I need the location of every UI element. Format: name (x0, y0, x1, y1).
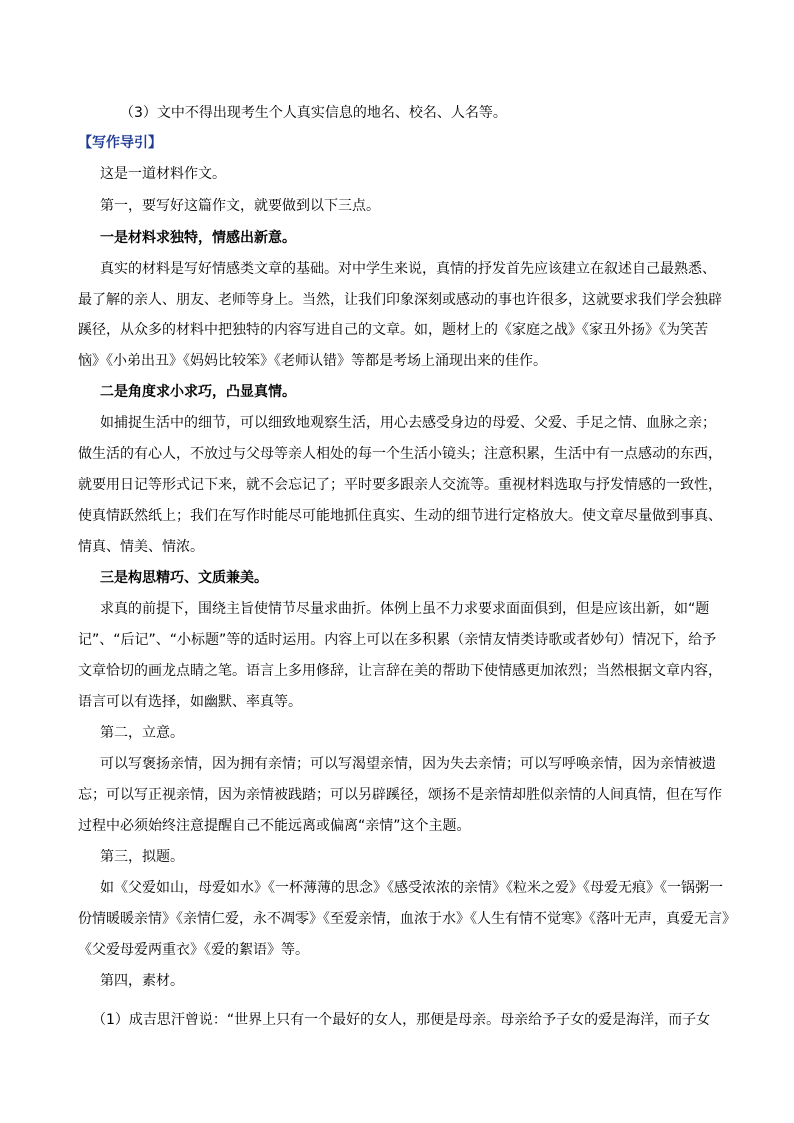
paragraph-line: 做生活的有心人，不放过与父母等亲人相处的每一个生活小镜头；注意积累，生活中有一点感动的东西， (78, 446, 722, 462)
paragraph-line: 这是一道材料作文。 (100, 166, 226, 182)
paragraph-line: 情真、情美、情浓。 (78, 539, 204, 555)
paragraph-line: （1）成吉思汗曾说：“世界上只有一个最好的女人，那便是母亲。母亲给予子女的爱是海洋，而子女 (92, 1012, 711, 1028)
paragraph-line: 使真情跃然纸上；我们在写作时能尽可能地抓住真实、生动的细节进行定格放大。使文章尽量做到事真、 (78, 508, 722, 524)
paragraph-line: 过程中必须始终注意提醒自己不能远离或偏离“亲情”这个主题。 (78, 818, 471, 834)
subheading: 二是角度求小求巧，凸显真情。 (100, 384, 296, 400)
point-heading: 第四，素材。 (100, 973, 184, 989)
paragraph-line: 《父爱母爱两重衣》《爱的絮语》等。 (78, 942, 309, 958)
paragraph-line: 如《父爱如山，母爱如水》《一杯薄薄的思念》《感受浓浓的亲情》《粒米之爱》《母爱无痕》《一锅粥一 (100, 880, 723, 896)
paragraph-line: 恼》《小弟出丑》《妈妈比较笨》《老师认错》等都是考场上涌现出来的佳作。 (78, 353, 547, 369)
paragraph-line: 文章恰切的画龙点睛之笔。语言上多用修辞，让言辞在美的帮助下使情感更加浓烈；当然根据文章内容， (78, 663, 722, 679)
paragraph-line: 记”、“后记”、“小标题”等的适时运用。内容上可以在多积累（亲情友情类诗歌或者妙句）情况下，给予 (78, 632, 717, 648)
paragraph-line: 真实的材料是写好情感类文章的基础。对中学生来说，真情的抒发首先应该建立在叙述自己最熟悉、 (100, 261, 716, 277)
paragraph-line: 份情暖暖亲情》《亲情仁爱，永不凋零》《至爱亲情，血浓于水》《人生有情不觉寒》《落叶无声，真爱无言》 (78, 911, 736, 927)
point-heading: 第一，要写好这篇作文，就要做到以下三点。 (100, 198, 380, 214)
paragraph-line: 如捕捉生活中的细节，可以细致地观察生活，用心去感受身边的母爱、父爱、手足之情、血脉之亲； (100, 415, 716, 431)
paragraph-line: 蹊径，从众多的材料中把独特的内容写进自己的文章。如，题材上的《家庭之战》《家丑外扬》《为笑苦 (78, 322, 708, 338)
paragraph-line: 语言可以有选择，如幽默、率真等。 (78, 694, 302, 710)
subheading: 三是构思精巧、文质兼美。 (100, 570, 268, 586)
subheading: 一是材料求独特，情感出新意。 (100, 230, 296, 246)
paragraph-line: 忘；可以写正视亲情，因为亲情被践踏；可以另辟蹊径，颂扬不是亲情却胜似亲情的人间真情，但在写作 (78, 787, 722, 803)
paragraph-line: 可以写褒扬亲情，因为拥有亲情；可以写渴望亲情，因为失去亲情；可以写呼唤亲情，因为亲情被遗 (100, 756, 716, 772)
point-heading: 第二，立意。 (100, 725, 184, 741)
paragraph-line: 最了解的亲人、朋友、老师等身上。当然，让我们印象深刻或感动的事也许很多，这就要求我们学会独辟 (78, 292, 722, 308)
paragraph-line: 就要用日记等形式记下来，就不会忘记了；平时要多跟亲人交流等。重视材料选取与抒发情感的一致性， (78, 477, 722, 493)
paragraph-line: 求真的前提下，围绕主旨使情节尽量求曲折。体例上虽不力求要求面面俱到，但是应该出新，如“题 (100, 601, 710, 617)
requirement-3: （3）文中不得出现考生个人真实信息的地名、校名、人名等。 (120, 105, 507, 121)
section-heading-writing-guide: 【写作导引】 (78, 135, 162, 151)
point-heading: 第三，拟题。 (100, 849, 184, 865)
